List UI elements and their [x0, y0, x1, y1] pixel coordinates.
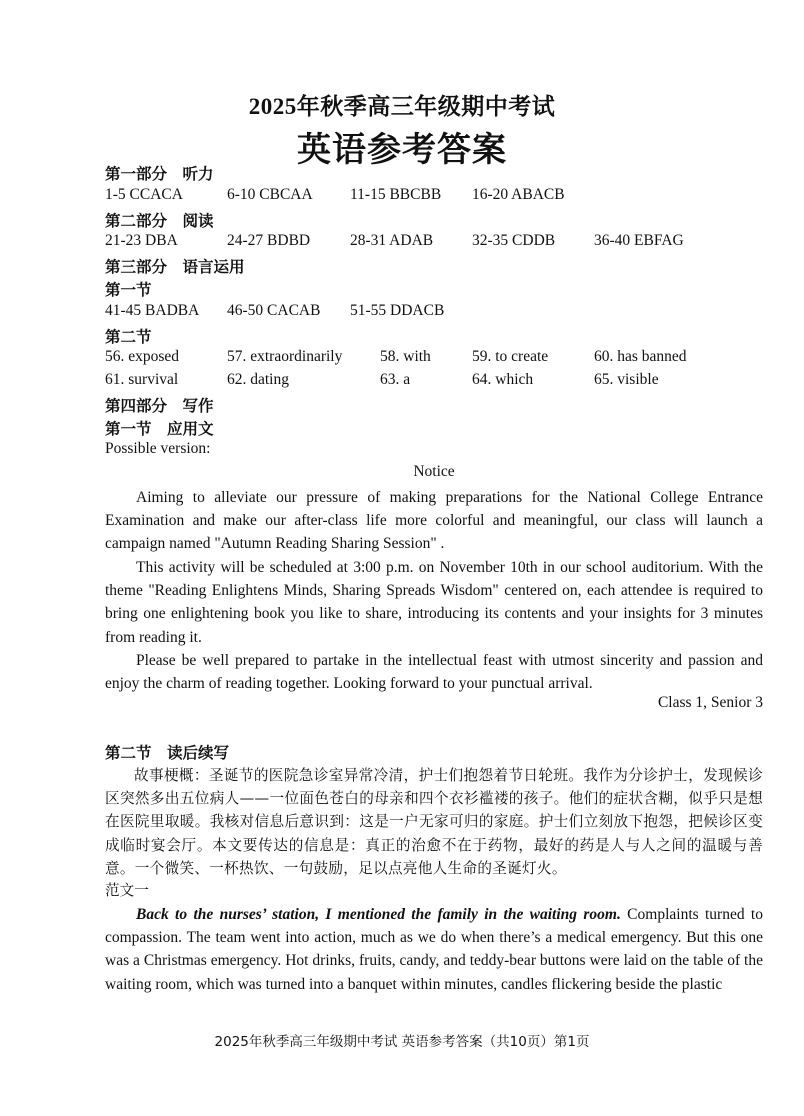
answer-item: 59. to create [472, 348, 549, 365]
answer-group: 21-23 DBA [105, 232, 178, 249]
possible-version-label: Possible version: [105, 440, 211, 457]
sample-essay-text: Complaints turned to compassion. The team went into action, much as we do when there’s a medical emergency. But this one was a Christmas emergency. Hot drinks, fruits, candy, and teddy-bear buttons were laid on the table of the waiting room, which was turned into a banquet within minutes, candles flickering beside the plastic [105, 906, 763, 993]
part3-heading: 第三部分 语言运用 [105, 259, 245, 276]
notice-paragraph: Aiming to alleviate our pressure of making preparations for the National College Entrance Examination and make our after-class life more colorful and meaningful, our class will launch a campaign named "Autumn Reading Sharing Session" . [105, 489, 763, 553]
answer-group: 32-35 CDDB [472, 232, 556, 249]
notice-signature: Class 1, Senior 3 [657, 694, 763, 711]
part3-section1-heading: 第一节 [105, 282, 152, 299]
answer-item: 61. survival [105, 371, 179, 388]
part1-heading: 第一部分 听力 [105, 166, 214, 183]
answer-group: 51-55 DDACB [350, 302, 445, 319]
answer-key-title: 英语参考答案 [297, 132, 507, 169]
answer-item: 57. extraordinarily [227, 348, 343, 365]
notice-paragraph: Please be well prepared to partake in the intellectual feast with utmost sincerity and passion and enjoy the charm of reading together. Looking forward to your punctual arrival. [105, 652, 763, 693]
page-footer: 2025年秋季高三年级期中考试 英语参考答案（共10页）第1页 [214, 1034, 590, 1050]
answer-group: 28-31 ADAB [350, 232, 434, 249]
sample-essay-lead: Back to the nurses’ station, I mentioned the family in the waiting room. [136, 906, 621, 923]
notice-paragraph: This activity will be scheduled at 3:00 p.m. on November 10th in our school auditorium. With the theme "Reading Enlightens Minds, Sharing Spreads Wisdom" centered on, each attendee is required to bring one enlightening book you like to share, introducing its contents and your insights for 3 minutes from reading it. [105, 559, 763, 646]
notice-title: Notice [413, 463, 455, 480]
answer-group: 46-50 CACAB [227, 302, 321, 319]
part4-section1-heading: 第一节 应用文 [105, 421, 214, 438]
story-summary: 故事梗概：圣诞节的医院急诊室异常冷清，护士们抱怨着节日轮班。我作为分诊护士，发现候诊区突然多出五位病人——一位面色苍白的母亲和四个衣衫褴褛的孩子。他们的症状含糊，似乎只是想在医院里取暖。我核对信息后意识到：这是一户无家可归的家庭。护士们立刻放下抱怨，把候诊区变成临时宴会厅。本文要传达的信息是：真正的治愈不在于药物，最好的药是人与人之间的温暖与善意。一个微笑、一杯热饮、一句鼓励，足以点亮他人生命的圣诞灯火。 [105, 767, 763, 877]
answer-group: 41-45 BADBA [105, 302, 200, 319]
answer-item: 65. visible [594, 371, 659, 388]
answer-item: 63. a [380, 371, 411, 388]
answer-group: 24-27 BDBD [227, 232, 311, 249]
sample-essay-paragraph [105, 903, 763, 996]
answer-group: 11-15 BBCBB [350, 186, 442, 203]
answer-item: 60. has banned [594, 348, 687, 365]
answer-item: 56. exposed [105, 348, 180, 365]
answer-item: 58. with [380, 348, 431, 365]
answer-group: 1-5 CCACA [105, 186, 183, 203]
part3-section2-heading: 第二节 [105, 329, 152, 346]
part4-section2-heading: 第二节 读后续写 [105, 745, 230, 762]
part2-heading: 第二部分 阅读 [105, 213, 214, 230]
answer-group: 6-10 CBCAA [227, 186, 313, 203]
answer-item: 62. dating [227, 371, 289, 388]
answer-group: 36-40 EBFAG [594, 232, 684, 249]
part4-heading: 第四部分 写作 [105, 398, 214, 415]
exam-title: 2025年秋季高三年级期中考试 [248, 94, 556, 119]
answer-group: 16-20 ABACB [472, 186, 565, 203]
answer-item: 64. which [472, 371, 534, 388]
sample-essay-label: 范文一 [105, 882, 149, 899]
